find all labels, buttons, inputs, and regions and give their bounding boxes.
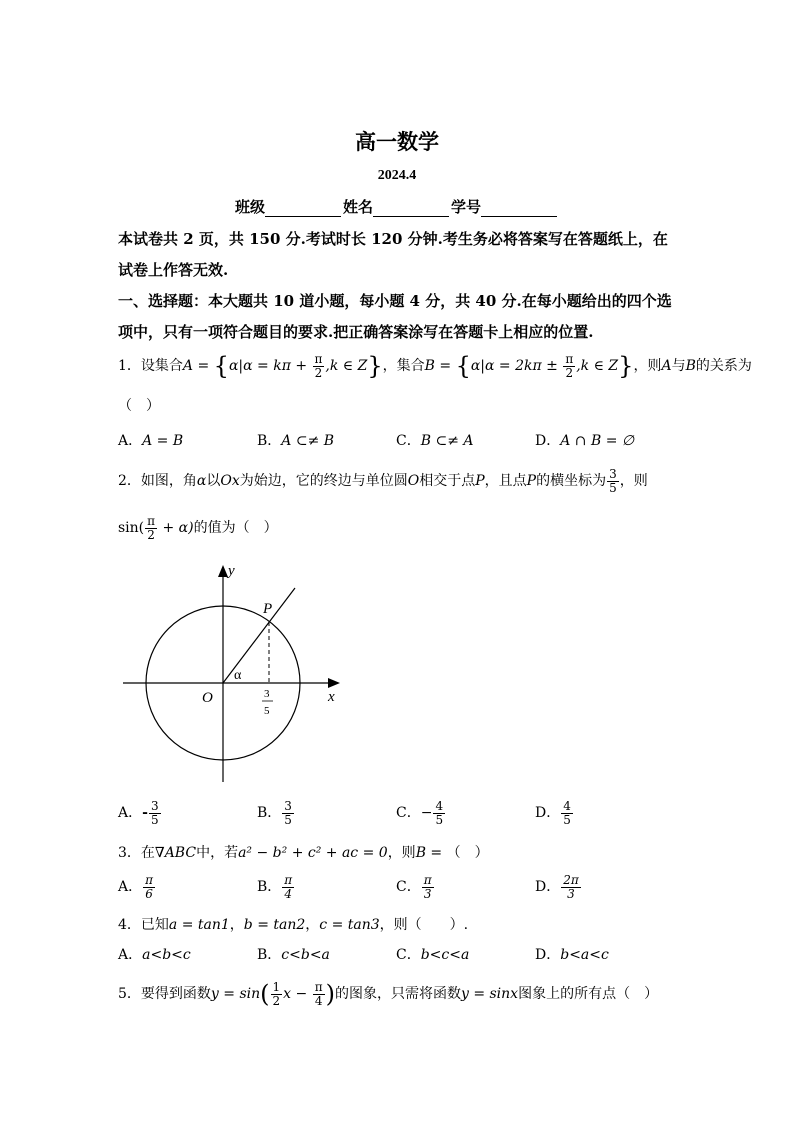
intro-line-1: 本试卷共 2 页，共 150 分.考试时长 120 分钟.考生务必将答案写在答题纸上，在: [118, 230, 668, 248]
set-b-body: α|α = 2kπ ±: [470, 358, 563, 374]
q1-option-d[interactable]: D．A ∩ B = ∅: [535, 433, 635, 449]
set-b-name: B =: [424, 358, 456, 374]
id-label: 学号: [451, 198, 482, 216]
q3-triangle: ∇ABC: [154, 845, 197, 861]
q4-sep-2: ，: [305, 917, 320, 933]
q1-paren: （ ）: [118, 398, 160, 414]
q2-p: P: [475, 473, 485, 490]
label-o: O: [202, 690, 213, 706]
q2-text-1: 如图，角: [140, 473, 197, 490]
intro-line-2: 试卷上作答无效.: [118, 261, 229, 279]
q3-number: 3．: [118, 845, 141, 861]
q3-option-a[interactable]: A． $\frac{\pi}{6}$: [118, 873, 154, 901]
unit-circle-figure: [118, 560, 348, 790]
q4-sep-1: ，: [229, 917, 244, 933]
paren-open: (: [260, 980, 270, 1008]
brace-close: }: [367, 352, 383, 380]
q3-option-b[interactable]: B． $\frac{\pi}{4}$: [257, 873, 293, 901]
q4-number: 4．: [118, 917, 141, 933]
q1-frac-b: $\frac{\pi}{2}$: [565, 351, 574, 380]
q5-text-2: 的图象，只需将函数: [334, 986, 461, 1002]
question-2: [118, 468, 648, 494]
q2-ox: Ox: [220, 473, 240, 490]
class-field[interactable]: [265, 202, 341, 217]
q3-text-3: ，则: [387, 845, 416, 861]
brace-close-b: }: [618, 352, 634, 380]
exam-date: 2024.4: [377, 168, 417, 183]
q5-func-2: y = sinx: [460, 986, 519, 1002]
q4-option-b[interactable]: B．c<b<a: [257, 947, 330, 963]
paren-close: ): [325, 980, 335, 1008]
question-5: [118, 980, 658, 1008]
q2-option-a[interactable]: A．- $\frac{3}{5}$: [118, 799, 159, 827]
q1-text-4: 与: [671, 358, 686, 374]
set-b-tail: ,k ∈ Z: [576, 358, 619, 374]
label-p: P: [263, 601, 273, 617]
question-1: [118, 352, 752, 380]
q2-option-c[interactable]: C．− $\frac{4}{5}$: [396, 799, 444, 827]
question-3: [118, 842, 489, 862]
q3-option-c[interactable]: C． $\frac{\pi}{3}$: [396, 873, 432, 901]
q3-text-2: 中，若: [196, 845, 239, 861]
q2-text-8: 的值为（ ）: [193, 520, 278, 537]
q2-text-5: ，且点: [484, 473, 527, 490]
q4-option-c[interactable]: C．b<c<a: [396, 947, 470, 963]
q5-number: 5．: [118, 986, 141, 1002]
q2-option-d[interactable]: D． $\frac{4}{5}$: [535, 799, 571, 827]
q2-text-4: 相交于点: [419, 473, 476, 490]
student-info-row: [0, 196, 794, 217]
q4-a: a = tan1: [168, 917, 230, 933]
q1-text: 设集合: [140, 358, 183, 374]
q1-text-5: 的关系为: [695, 358, 752, 374]
q5-func-1: y = sin: [210, 986, 261, 1002]
q5-text-3: 图象上的所有点（ ）: [518, 986, 659, 1002]
q3-equation: a² − b² + c² + ac = 0: [238, 845, 388, 861]
q2-text-7: ，则: [619, 473, 648, 490]
q3-text-4: = （ ）: [425, 845, 489, 861]
q1-option-c[interactable]: C．B ⊂≠ A: [396, 433, 474, 449]
q2-text-2: 以: [206, 473, 221, 490]
tick-den: 5: [264, 705, 270, 717]
set-a-body: α|α = kπ +: [228, 358, 312, 374]
q1-option-a[interactable]: A．A = B: [118, 433, 184, 449]
q3-text-1: 在: [140, 845, 155, 861]
section-heading-line-1: 一、选择题：本大题共 10 道小题，每小题 4 分，共 40 分.在每小题给出的四个选: [118, 292, 672, 310]
q4-c: c = tan3: [319, 917, 380, 933]
brace-open-b: {: [455, 352, 471, 380]
q1-b: B: [685, 358, 696, 374]
label-x: x: [328, 689, 335, 705]
q2-option-b[interactable]: B． $\frac{3}{5}$: [257, 799, 292, 827]
q5-text-1: 要得到函数: [140, 986, 211, 1002]
section-heading-line-2: 项中，只有一项符合题目的要求.把正确答案涂写在答题卡上相应的位置.: [118, 323, 594, 341]
q2-sin-post: + α): [158, 520, 194, 537]
q2-number: 2．: [118, 473, 141, 490]
q4-text-2: ，则（ ）.: [379, 917, 469, 933]
q1-option-b[interactable]: B．A ⊂≠ B: [257, 433, 335, 449]
q3-option-d[interactable]: D． $\frac{2\pi}{3}$: [535, 873, 579, 901]
id-field[interactable]: [481, 202, 557, 217]
tick-num: 3: [264, 688, 270, 700]
q1-a: A: [661, 358, 672, 374]
q2-text-6: 的横坐标为: [536, 473, 607, 490]
q3-b: B: [415, 845, 426, 861]
q4-option-a[interactable]: A．a<b<c: [118, 947, 191, 963]
q4-b: b = tan2: [243, 917, 306, 933]
name-label: 姓名: [342, 198, 373, 216]
name-field[interactable]: [373, 202, 449, 217]
q2-frac: $\frac{3}{5}$: [609, 467, 617, 495]
brace-open: {: [213, 352, 229, 380]
q5-half: $\frac{1}{2}$: [272, 979, 281, 1008]
q2-line-2: [118, 515, 278, 541]
q1-frac-a: $\frac{\pi}{2}$: [314, 351, 323, 380]
set-a-tail: ,k ∈ Z: [325, 358, 368, 374]
x-axis-arrow: [328, 678, 340, 688]
q5-x: x −: [283, 986, 312, 1002]
page-title: 高一数学: [355, 129, 439, 154]
q2-text-3: 为始边，它的终边与单位圆: [239, 473, 408, 490]
q1-text-2: ，集合: [382, 358, 425, 374]
question-4: [118, 914, 468, 934]
q2-sin-frac: $\frac{\pi}{2}$: [147, 514, 156, 542]
q2-p-2: P: [526, 473, 537, 490]
set-a-name: A =: [182, 358, 214, 374]
q4-option-d[interactable]: D．b<a<c: [535, 947, 609, 963]
label-alpha: α: [234, 668, 242, 683]
class-label: 班级: [234, 198, 265, 216]
q2-o: O: [407, 473, 420, 490]
q5-pi-quarter: $\frac{\pi}{4}$: [314, 979, 323, 1008]
q1-text-3: ，则: [633, 358, 662, 374]
q1-number: 1．: [118, 358, 141, 374]
y-axis-arrow: [218, 565, 228, 577]
q2-alpha: α: [196, 473, 207, 490]
q2-sin: sin(: [118, 520, 145, 537]
label-y: y: [228, 563, 235, 579]
q4-text-1: 已知: [140, 917, 169, 933]
